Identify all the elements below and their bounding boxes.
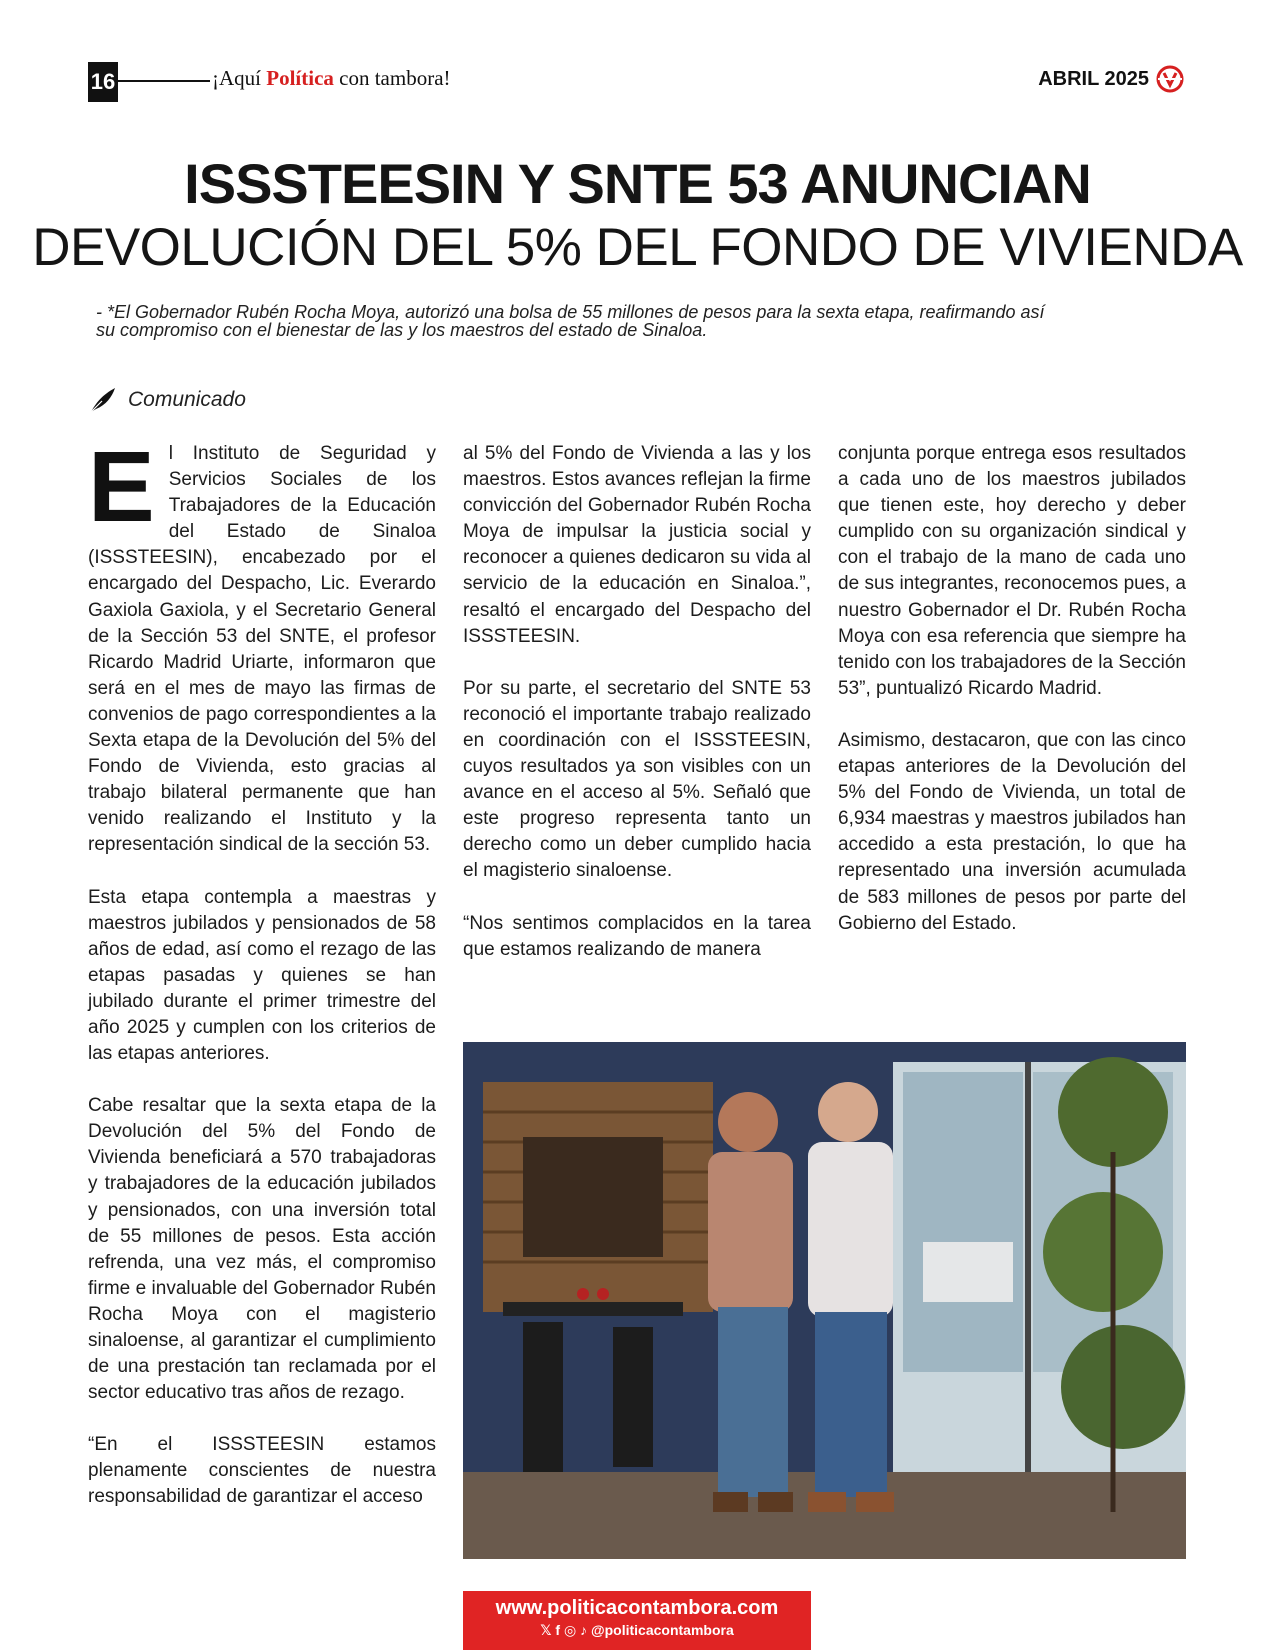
tagline-accent: Política (266, 66, 334, 90)
website-link[interactable]: www.politicacontambora.com (495, 1597, 779, 1619)
social-row (463, 1622, 811, 1639)
photo-illustration (463, 1042, 1186, 1559)
paragraph: Esta etapa contempla a maestras y maestros jubilados y pensionados de 58 años de edad, así como el rezago de las etapas pasadas y quienes se han jubilado durante el primer trimestre del año 2025 y cumplen con los criterios de las etapas anteriores. (88, 886, 436, 1065)
paragraph (88, 431, 436, 859)
social-handle[interactable]: @politicacontambora (590, 1622, 734, 1638)
headline-line-1: ISSSTEESIN Y SNTE 53 ANUNCIAN (184, 152, 1091, 215)
paragraph-text: l Instituto de Seguridad y Servicios Sociales de los Trabajadores de la Educación del Estado de Sinaloa (ISSSTEESIN), encabezado por el encargado del Despacho, Lic. Everardo Gaxiola Gaxiola, y el Secretario General de la Sección 53 del SNTE, el profesor Ricardo Madrid Uriarte, informaron que será en el mes de mayo las firmas de convenios de pago correspondientes a la Sexta etapa de la Devolución del 5% del Fondo de Vivienda, esto gracias al trabajo bilateral permanente que han venido realizando el Instituto y la representación sindical de la sección 53. (88, 443, 436, 856)
issue-date (1038, 64, 1185, 94)
paragraph: al 5% del Fondo de Vivienda a las y los maestros. Estos avances reflejan la firme convicción del Gobernador Rubén Rocha Moya de impulsar la justicia social y reconocer a quienes dedicaron su vida al servicio de la educación en Sinaloa.”, resaltó el encargado del Despacho del ISSSTEESIN. (463, 443, 811, 647)
paragraph: “Nos sentimos complacidos en la tarea que estamos realizando de manera (463, 912, 811, 960)
article-column-2 (463, 441, 811, 989)
issue-date-text: ABRIL 2025 (1038, 67, 1149, 90)
footer-banner (463, 1591, 811, 1650)
byline-label: Comunicado (128, 388, 246, 411)
article-subhead (96, 303, 1176, 339)
page-number: 16 (88, 62, 118, 102)
headline-line-2: DEVOLUCIÓN DEL 5% DEL FONDO DE VIVIENDA (32, 218, 1243, 277)
drop-cap: E (88, 431, 155, 543)
byline (88, 385, 246, 415)
subhead-line-2: su compromiso con el bienestar de las y los maestros del estado de Sinaloa. (96, 320, 708, 340)
feather-pen-icon (88, 385, 118, 415)
paragraph: “En el ISSSTEESIN estamos plenamente conscientes de nuestra responsabilidad de garantizar el acceso (88, 1434, 436, 1508)
paragraph: conjunta porque entrega esos resultados a cada uno de los maestros jubilados que tienen este, hoy derecho y deber cumplido con su organización sindical y con el trabajo de la mano de cada uno de sus integrantes, reconocemos pues, a nuestro Gobernador el Dr. Rubén Rocha Moya con esa referencia que siempre ha tenido con los trabajadores de la Sección 53”, puntualizó Ricardo Madrid. (838, 443, 1186, 699)
subhead-line-1: - *El Gobernador Rubén Rocha Moya, autorizó una bolsa de 55 millones de pesos para la sexta etapa, reafirmando así (96, 302, 1045, 322)
article-column-3 (838, 441, 1186, 963)
tagline-suffix: con tambora! (333, 66, 451, 90)
article-column-1 (88, 431, 436, 1537)
paragraph: Cabe resaltar que la sexta etapa de la Devolución del 5% del Fondo de Vivienda beneficiará a 570 trabajadoras y trabajadores de la educación jubilados y pensionados, con una inversión total de 55 millones de pesos. Esta acción refrenda, una vez más, el compromiso firme e invaluable del Gobernador Rubén Rocha Moya con el magisterio sinaloense, al garantizar el cumplimiento de una prestación tan reclamada por el sector educativo tras años de rezago. (88, 1095, 436, 1404)
publication-tagline (212, 66, 451, 91)
tagline-prefix: ¡Aquí (212, 66, 267, 90)
publication-logo-icon (1155, 64, 1185, 94)
paragraph: Por su parte, el secretario del SNTE 53 reconoció el importante trabajo realizado en coordinación con el ISSSTEESIN, cuyos resultados ya son visibles con un avance en el acceso al 5%. Señaló que este progreso representa tanto un derecho como un deber cumplido hacia el magisterio sinaloense. (463, 677, 811, 882)
header-rule (118, 80, 210, 82)
paragraph: Asimismo, destacaron, que con las cinco etapas anteriores de la Devolución del 5% del Fondo de Vivienda, un total de 6,934 maestras y maestros jubilados han accedido a esta prestación, lo que ha representado una inversión acumulada de 583 millones de pesos por parte del Gobierno del Estado. (838, 729, 1186, 934)
article-photo (463, 1042, 1186, 1559)
social-icons: 𝕏 f ◎ ♪ (540, 1622, 588, 1638)
